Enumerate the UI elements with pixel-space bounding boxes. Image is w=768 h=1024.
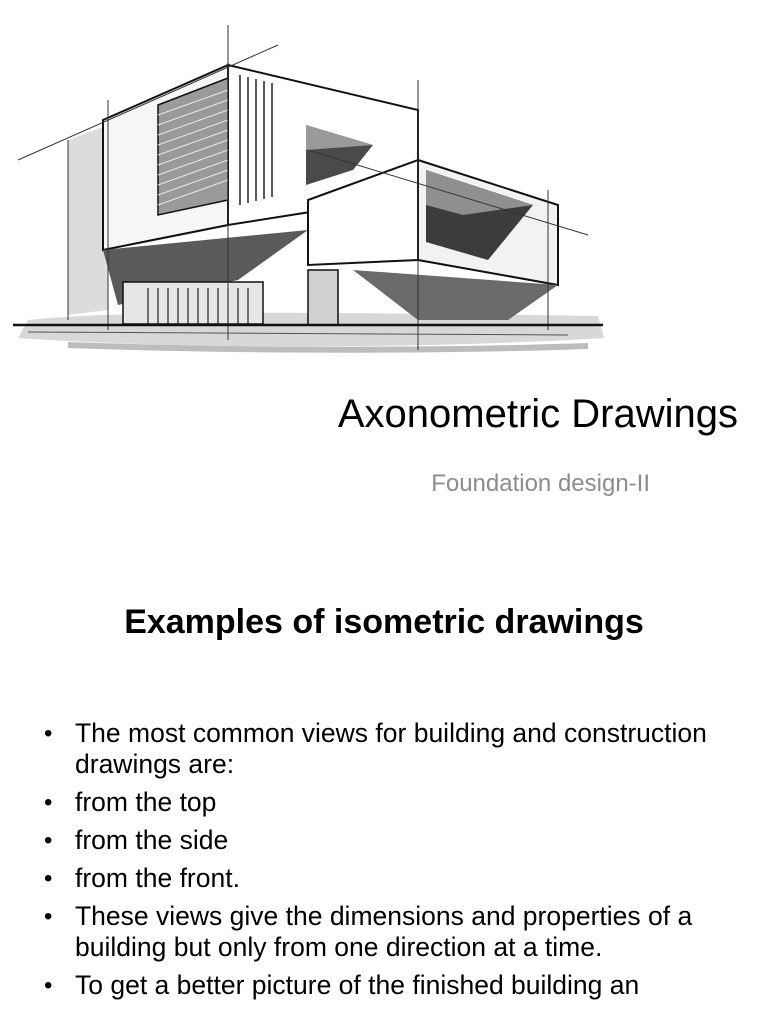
building-sketch-illustration — [8, 20, 608, 375]
bullet-icon: • — [44, 827, 53, 854]
bullet-item: • from the front. — [44, 863, 240, 893]
bullet-list — [0, 718, 768, 1008]
bullet-item: • These views give the dimensions and properties of a building but only from one direction at a time. — [44, 901, 693, 962]
bullet-item: • from the side — [44, 825, 229, 855]
content-slide — [0, 560, 768, 1024]
bullet-icon: • — [44, 865, 53, 892]
bullet-item: • The most common views for building and construction drawings are: — [44, 718, 707, 779]
bullet-icon: • — [44, 789, 53, 816]
bullet-icon: • — [44, 903, 53, 930]
bullet-icon: • — [44, 972, 53, 999]
bullet-icon: • — [44, 720, 53, 747]
slide-title: Axonometric Drawings — [337, 392, 738, 436]
bullet-item: • To get a better picture of the finished building an — [44, 970, 640, 1000]
slide-heading: Examples of isometric drawings — [124, 603, 644, 641]
bullet-item: • from the top — [44, 787, 217, 817]
slide-subtitle: Foundation design-II — [431, 470, 650, 497]
